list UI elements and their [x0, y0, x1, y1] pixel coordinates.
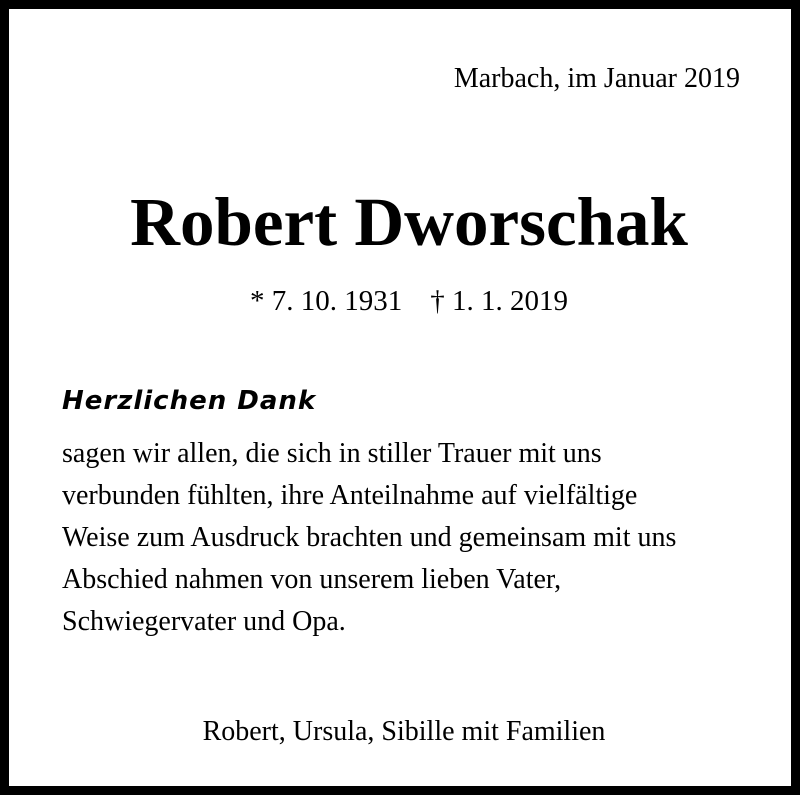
deceased-name: Robert Dworschak [130, 184, 688, 260]
thanks-text [62, 433, 762, 643]
thanks-heading: Herzlichen Dank [62, 386, 317, 416]
thanks-text-line: Weise zum Ausdruck brachten und gemeinsam mit uns [62, 522, 677, 553]
thanks-text-line: sagen wir allen, die sich in stiller Trauer mit uns [62, 438, 602, 469]
place-and-date: Marbach, im Januar 2019 [453, 63, 740, 94]
thanks-text-line: Schwiegervater und Opa. [62, 606, 346, 637]
thanks-text-line: verbunden fühlten, ihre Anteilnahme auf vielfältige [62, 480, 638, 511]
life-dates [9, 283, 800, 319]
birth-date: * 7. 10. 1931 [250, 285, 403, 317]
thanks-text-line: Abschied nahmen von unserem lieben Vater, [62, 564, 562, 595]
signatories: Robert, Ursula, Sibille mit Familien [202, 716, 606, 747]
death-date: † 1. 1. 2019 [430, 285, 568, 317]
